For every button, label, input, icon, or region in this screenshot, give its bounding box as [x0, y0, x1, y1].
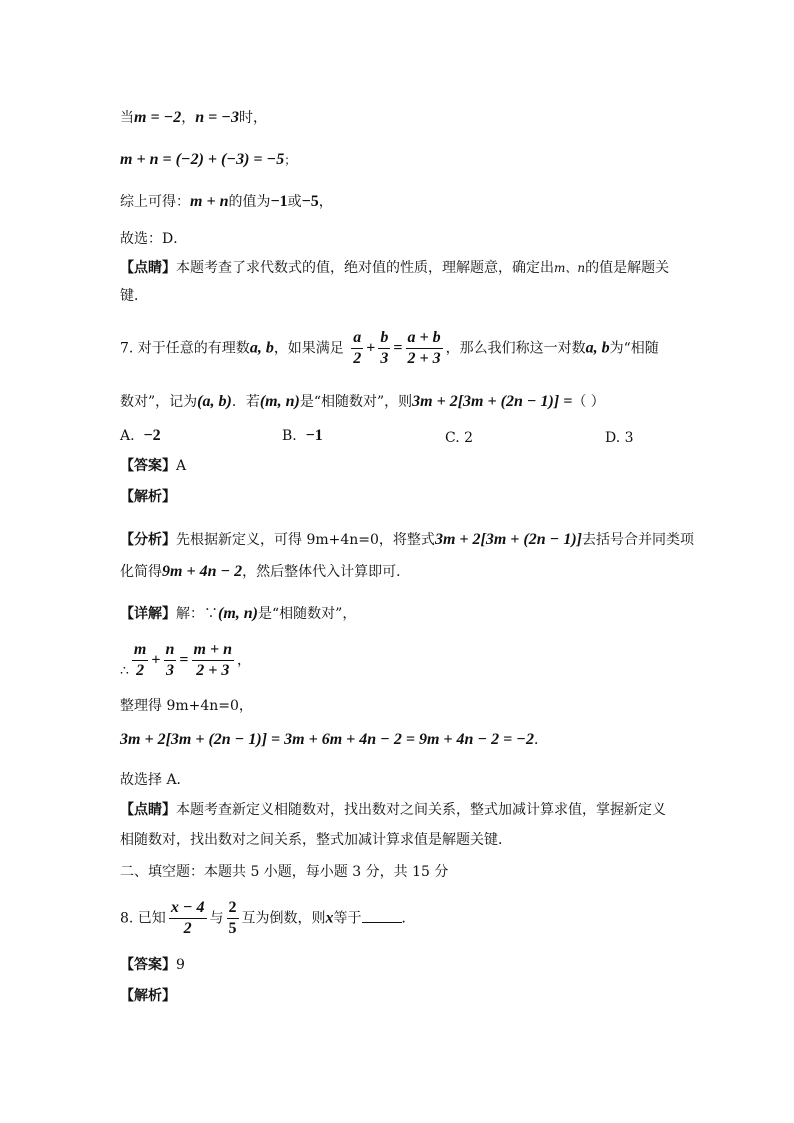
- denominator: 3: [380, 350, 389, 367]
- math-value: −5: [301, 193, 319, 210]
- detail-tag: 【详解】: [120, 606, 176, 622]
- denominator: 3: [165, 662, 174, 679]
- answer-value: 9: [176, 957, 185, 973]
- text: ，: [237, 652, 251, 669]
- calc-line: [120, 730, 548, 750]
- text: ．: [401, 910, 416, 927]
- denominator: 2: [183, 920, 192, 937]
- text-line: 键．: [120, 288, 148, 304]
- text: 7. 对于任意的有理数: [120, 340, 250, 357]
- math-ab: a, b: [585, 339, 610, 357]
- fraction: [164, 640, 177, 681]
- text-line-conclusion: [120, 192, 333, 212]
- analysis-subtag: 【分析】: [120, 532, 176, 548]
- text: 8. 已知: [120, 910, 166, 927]
- math-expression: 3m + 2[3m + (2n − 1)]: [434, 531, 582, 548]
- math-pair: (a, b): [197, 393, 232, 410]
- comment-tag: 【点睛】: [120, 260, 176, 276]
- comment-line: 相随数对，找出数对之间关系，整式加减计算求值是解题关键．: [120, 832, 512, 848]
- numerator: 2: [227, 898, 239, 919]
- text-line: 故选择 A．: [120, 772, 191, 788]
- numerator: m: [132, 640, 148, 661]
- analysis-line: [120, 530, 694, 550]
- text: ，那么我们称这一对数: [445, 340, 586, 357]
- analysis-tag: 【解析】: [120, 489, 176, 505]
- answer-tag: 【答案】: [120, 957, 176, 973]
- text: 的值为: [228, 194, 271, 210]
- math-expression: m + n = (−2) + (−3) = −5: [120, 151, 285, 168]
- text: 是“相随数对”，: [258, 606, 357, 622]
- text: 本题考查新定义相随数对，找出数对之间关系，整式加减计算求值，掌握新定义: [176, 802, 666, 818]
- fraction: [378, 328, 390, 369]
- text: 或: [287, 194, 302, 210]
- option-label: B.: [282, 428, 297, 444]
- fraction: [351, 328, 363, 369]
- text: 与: [209, 910, 224, 927]
- text: ；: [284, 153, 297, 167]
- text-line-case: [120, 108, 267, 128]
- text: 的值是解题关: [585, 260, 670, 276]
- math-operator: +: [366, 339, 376, 357]
- text: 等于: [333, 910, 362, 927]
- math-ab: a, b: [249, 339, 274, 357]
- math-expression: 3m + 2[3m + (2n − 1)] = 3m + 6m + 4n − 2 = 9m + 4n − 2 = −2: [120, 731, 534, 748]
- option-value: −2: [143, 427, 161, 444]
- detail-fraction-line: [120, 640, 251, 681]
- option-c: C. 2: [445, 430, 474, 446]
- denominator: 2: [136, 662, 145, 679]
- numerator: a: [351, 328, 363, 349]
- denominator: 5: [228, 920, 237, 937]
- text: ．: [533, 732, 548, 748]
- text: 去括号合并同类项: [581, 532, 694, 548]
- comment-tag: 【点睛】: [120, 802, 176, 818]
- answer-tag: 【答案】: [120, 458, 176, 474]
- denominator: 2 + 3: [407, 350, 441, 367]
- text-line-comment: [120, 258, 669, 278]
- fraction: [132, 640, 148, 681]
- option-label: A.: [120, 428, 135, 444]
- option-b: [282, 426, 323, 446]
- answer-value: A: [176, 458, 187, 474]
- math-pair: (m, n): [218, 605, 258, 622]
- answer-line: [120, 955, 185, 975]
- numerator: n: [164, 640, 177, 661]
- text: ，: [181, 110, 196, 126]
- math-operator: =: [179, 651, 189, 669]
- text: ．若: [231, 394, 260, 410]
- detail-line: [120, 604, 356, 624]
- section-heading: 二、填空题：本题共 5 小题，每小题 3 分，共 15 分: [120, 864, 449, 880]
- answer-line: [120, 456, 186, 476]
- math-expression: m + n: [190, 193, 229, 210]
- fraction: [192, 640, 234, 681]
- text: 综上可得：: [120, 194, 190, 210]
- math-expression: 9m + 4n − 2: [162, 563, 243, 580]
- math-n-value: n = −3: [195, 109, 239, 126]
- question-8-stem: [120, 898, 416, 939]
- math-value: −1: [270, 193, 288, 210]
- math-var: x: [325, 909, 334, 927]
- text: 本题考查了求代数式的值，绝对值的性质，理解题意，确定出: [176, 260, 554, 276]
- math-vars: m、n: [554, 261, 586, 275]
- math-operator: =: [393, 339, 403, 357]
- option-a: [120, 426, 161, 446]
- math-line-sum: [120, 150, 296, 170]
- denominator: 2 + 3: [196, 662, 230, 679]
- math-m-value: m = −2: [134, 109, 182, 126]
- answer-blank: [362, 908, 402, 923]
- analysis-line: [120, 562, 410, 582]
- numerator: b: [378, 328, 390, 349]
- answer-paren: （ ）: [572, 394, 605, 410]
- option-d: D. 3: [605, 430, 634, 446]
- fraction: [169, 898, 207, 939]
- text: 解：∵: [176, 606, 218, 622]
- text-line: 整理得 9m+4n=0，: [120, 698, 253, 714]
- text: ，然后整体代入计算即可．: [242, 564, 411, 580]
- therefore-symbol: ∴: [120, 663, 129, 679]
- text: 时，: [238, 110, 267, 126]
- text-line-choice: 故选：D．: [120, 231, 188, 247]
- text: ，如果满足: [273, 340, 344, 357]
- question-7-stem: [120, 328, 659, 369]
- text: 是“相随数对”，则: [299, 394, 413, 410]
- analysis-tag: 【解析】: [120, 988, 176, 1004]
- numerator: m + n: [192, 640, 234, 661]
- math-expression: 3m + 2[3m + (2n − 1)] =: [412, 393, 573, 410]
- fraction: [406, 328, 443, 369]
- question-7-line2: [120, 392, 605, 412]
- denominator: 2: [353, 350, 362, 367]
- numerator: x − 4: [169, 898, 207, 919]
- text: 化简得: [120, 564, 162, 580]
- text: ，: [318, 194, 333, 210]
- math-operator: +: [151, 651, 161, 669]
- text: 互为倒数，则: [241, 910, 326, 927]
- comment-line: [120, 800, 666, 820]
- fraction: [227, 898, 239, 939]
- numerator: a + b: [406, 328, 443, 349]
- text: 先根据新定义，可得 9m+4n=0，将整式: [176, 532, 435, 548]
- math-pair: (m, n): [259, 393, 300, 410]
- text: 数对”，记为: [120, 394, 198, 410]
- text: 为“相随: [609, 340, 659, 357]
- text: 当: [120, 110, 134, 126]
- option-value: −1: [305, 427, 323, 444]
